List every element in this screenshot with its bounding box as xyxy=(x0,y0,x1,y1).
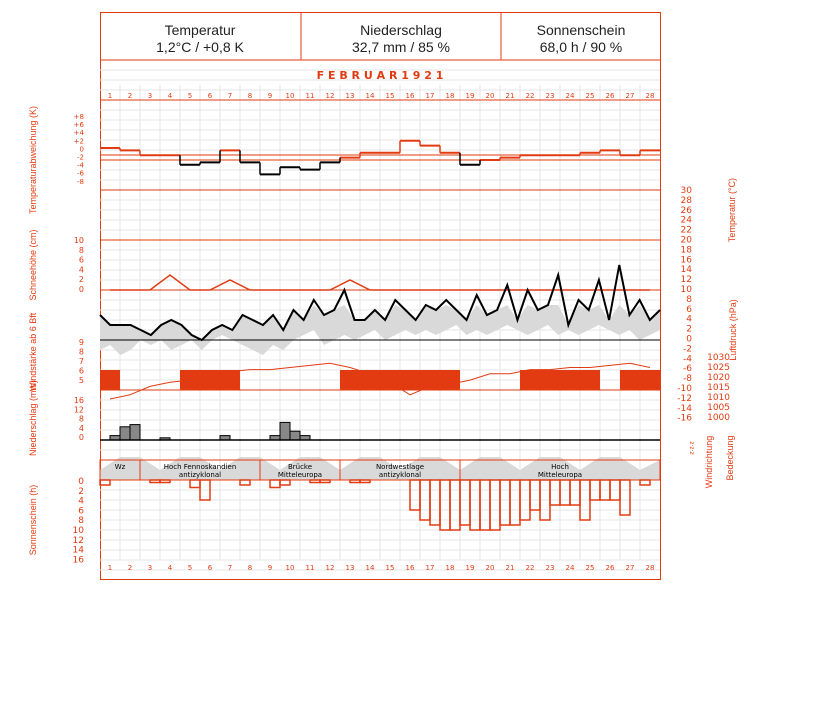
wind-bar xyxy=(180,370,200,390)
precip-axis-label: Niederschlag (mm) xyxy=(28,379,38,457)
day-label-top: 20 xyxy=(485,92,495,100)
pressure-tick: 1015 xyxy=(707,383,730,393)
sun-tick: 16 xyxy=(72,555,84,566)
temp-dev-tick: +6 xyxy=(73,121,84,130)
day-label-top: 5 xyxy=(187,92,193,100)
temp-axis-tick: -12 xyxy=(677,393,692,404)
temp-axis-tick: 24 xyxy=(680,215,692,226)
day-label-top: 1 xyxy=(107,92,113,100)
sunshine-bar xyxy=(460,480,470,525)
sunshine-bar xyxy=(350,480,360,483)
day-label-top: 3 xyxy=(147,92,153,100)
temp-dev-tick: +4 xyxy=(73,129,84,138)
day-label-bottom: 5 xyxy=(187,564,193,572)
weather-type-label: Wz xyxy=(114,463,126,471)
precipitation-value: 32,7 mm / 85 % xyxy=(351,39,451,55)
temp-axis-tick: 2 xyxy=(686,324,692,335)
temp-axis-tick: 28 xyxy=(680,195,692,206)
day-label-bottom: 1 xyxy=(107,564,113,572)
sunshine-bar xyxy=(450,480,460,530)
day-label-bottom: 23 xyxy=(545,564,555,572)
day-label-bottom: 27 xyxy=(625,564,635,572)
sunshine-bar xyxy=(560,480,570,505)
day-label-bottom: 17 xyxy=(425,564,435,572)
wind-direction-label: Windrichtung xyxy=(704,435,714,489)
sun-tick: 8 xyxy=(78,516,84,527)
temp-axis-tick: 4 xyxy=(686,314,692,325)
sunshine-bar xyxy=(510,480,520,525)
wind-bar xyxy=(580,370,600,390)
day-label-bottom: 28 xyxy=(645,564,655,572)
sunshine-bar xyxy=(500,480,510,525)
day-label-top: 13 xyxy=(345,92,355,100)
sun-tick: 12 xyxy=(72,535,84,546)
day-label-top: 12 xyxy=(325,92,335,100)
day-label-top: 11 xyxy=(305,92,315,100)
cloud-cover-label: Bedeckung xyxy=(725,435,735,481)
day-label-bottom: 6 xyxy=(207,564,213,572)
temp-axis-tick: -10 xyxy=(677,384,692,394)
day-label-top: 7 xyxy=(227,92,233,100)
temp-axis-tick: -14 xyxy=(677,403,692,414)
wind-bar xyxy=(640,370,660,390)
day-label-top: 24 xyxy=(565,92,575,100)
day-label-bottom: 3 xyxy=(147,564,153,572)
day-label-bottom: 25 xyxy=(585,564,595,572)
precip-tick: 16 xyxy=(73,396,84,405)
weather-type-label: Brücke xyxy=(287,463,313,471)
day-label-bottom: 16 xyxy=(405,564,415,572)
day-label-bottom: 21 xyxy=(505,564,515,572)
sunshine-bar xyxy=(240,480,250,485)
wind-bar xyxy=(100,370,120,390)
day-label-top: 9 xyxy=(267,92,273,100)
wind-bar xyxy=(400,370,420,390)
weather-type-label: Nordwestlage xyxy=(375,463,425,471)
wind-bar xyxy=(220,370,240,390)
pressure-tick: 1020 xyxy=(707,373,730,383)
day-label-top: 18 xyxy=(445,92,455,100)
sunshine-bar xyxy=(360,480,370,483)
pressure-tick: 1010 xyxy=(707,393,730,403)
day-label-bottom: 24 xyxy=(565,564,575,572)
sunshine-bar xyxy=(150,480,160,483)
wind-tick: 8 xyxy=(78,347,84,357)
temp-dev-axis-label: Temperaturabweichung (K) xyxy=(28,105,38,215)
day-label-top: 4 xyxy=(167,92,173,100)
temp-dev-tick: -4 xyxy=(77,161,84,170)
temp-axis-tick: 10 xyxy=(680,285,692,295)
day-label-bottom: 13 xyxy=(345,564,355,572)
precipitation-bar xyxy=(120,427,130,440)
sun-tick: 4 xyxy=(78,496,84,507)
sunshine-bar xyxy=(410,480,420,510)
day-label-top: 10 xyxy=(285,92,295,100)
temp-dev-tick: -8 xyxy=(77,177,84,186)
wind-tick: 6 xyxy=(78,366,84,376)
temp-axis-tick: -16 xyxy=(677,413,692,424)
temp-axis-label: Temperatur (°C) xyxy=(727,177,737,243)
sunshine-bar xyxy=(100,480,110,485)
day-label-top: 19 xyxy=(465,92,475,100)
sunshine-bar xyxy=(270,480,280,488)
sunshine-bar xyxy=(320,480,330,483)
sunshine-bar xyxy=(490,480,500,530)
temp-axis-tick: 6 xyxy=(686,304,692,315)
wind-bar xyxy=(620,370,640,390)
temp-axis-tick: 30 xyxy=(680,186,692,196)
day-label-bottom: 11 xyxy=(305,564,315,572)
day-label-top: 17 xyxy=(425,92,435,100)
day-label-top: 8 xyxy=(247,92,253,100)
day-label-bottom: 14 xyxy=(365,564,375,572)
day-label-bottom: 26 xyxy=(605,564,615,572)
weather-type-label: antizyklonal xyxy=(178,471,222,479)
day-label-bottom: 2 xyxy=(127,564,133,572)
sunshine-bar xyxy=(470,480,480,530)
month-title: F E B R U A R 1 9 2 1 xyxy=(316,69,444,82)
wind-bar xyxy=(560,370,580,390)
sun-tick: 0 xyxy=(78,477,84,487)
day-label-top: 16 xyxy=(405,92,415,100)
temp-axis-tick: 18 xyxy=(680,245,692,256)
precip-tick: 12 xyxy=(73,405,84,415)
sunshine-bar xyxy=(310,480,320,483)
sun-tick: 10 xyxy=(72,526,84,536)
sunshine-bar xyxy=(570,480,580,505)
day-label-bottom: 22 xyxy=(525,564,535,572)
wind-bar xyxy=(380,370,400,390)
pressure-tick: 1025 xyxy=(707,363,730,373)
precip-tick: 4 xyxy=(78,423,84,433)
wind-bar xyxy=(340,370,360,390)
sunshine-value: 68,0 h / 90 % xyxy=(539,39,623,55)
pressure-tick: 1030 xyxy=(707,353,730,363)
sun-tick: 2 xyxy=(78,486,84,497)
sunshine-bar xyxy=(530,480,540,510)
wind-bar xyxy=(420,370,440,390)
day-label-top: 6 xyxy=(207,92,213,100)
sunshine-bar xyxy=(190,480,200,488)
wind-axis-label: Windstärke ab 6 Bft xyxy=(28,312,38,392)
temp-axis-tick: -8 xyxy=(683,374,692,385)
temp-axis-tick: 26 xyxy=(680,205,692,216)
weather-type-label: antizyklonal xyxy=(378,471,422,479)
weather-type-label: Mitteleuropa xyxy=(277,471,323,479)
snow-tick: 10 xyxy=(73,236,84,245)
temp-dev-tick: 0 xyxy=(79,145,84,154)
precipitation-bar xyxy=(130,425,140,440)
weather-type-label: Mitteleuropa xyxy=(537,471,583,479)
pressure-axis-label: Luftdruck (hPa) xyxy=(728,299,738,361)
sunshine-bar xyxy=(160,480,170,483)
day-label-bottom: 18 xyxy=(445,564,455,572)
precip-tick: 8 xyxy=(78,414,84,424)
wind-tick: 5 xyxy=(78,376,84,385)
pressure-tick: 1000 xyxy=(707,413,730,423)
temp-dev-tick: +8 xyxy=(73,113,84,121)
day-label-bottom: 19 xyxy=(465,564,475,572)
temp-dev-tick: +2 xyxy=(73,137,84,146)
day-label-top: 22 xyxy=(525,92,535,100)
day-label-top: 27 xyxy=(625,92,635,100)
snow-axis-label: Schneehöhe (cm) xyxy=(28,229,38,301)
sunshine-bar xyxy=(640,480,650,485)
snow-tick: 8 xyxy=(78,245,84,255)
temperature-value: 1,2°C / +0,8 K xyxy=(156,39,244,55)
day-label-top: 23 xyxy=(545,92,555,100)
sun-tick: 14 xyxy=(72,545,84,556)
wind-direction-marks: z·z·z xyxy=(688,441,695,455)
day-label-top: 2 xyxy=(127,92,133,100)
snow-tick: 0 xyxy=(78,285,84,294)
day-label-top: 28 xyxy=(645,92,655,100)
wind-bar xyxy=(360,370,380,390)
day-label-bottom: 15 xyxy=(385,564,395,572)
temp-axis-tick: 0 xyxy=(686,334,692,345)
day-label-bottom: 20 xyxy=(485,564,495,572)
temp-axis-tick: 8 xyxy=(686,294,692,305)
snow-tick: 6 xyxy=(78,255,84,265)
day-label-bottom: 7 xyxy=(227,564,233,572)
wind-bar xyxy=(520,370,540,390)
temp-axis-tick: -2 xyxy=(683,344,692,355)
snow-tick: 2 xyxy=(78,275,84,285)
wind-tick: 9 xyxy=(78,338,84,347)
temp-axis-tick: 20 xyxy=(680,235,692,246)
day-label-bottom: 4 xyxy=(167,564,173,572)
wind-bar xyxy=(200,370,220,390)
wind-bar xyxy=(540,370,560,390)
weather-type-label: Hoch xyxy=(551,463,569,471)
precipitation-title: Niederschlag xyxy=(360,22,442,38)
sunshine-bar xyxy=(430,480,440,525)
temp-axis-tick: -4 xyxy=(683,354,692,365)
temperature-title: Temperatur xyxy=(164,22,236,38)
day-label-bottom: 9 xyxy=(267,564,273,572)
sunshine-bar xyxy=(550,480,560,505)
temp-axis-tick: 14 xyxy=(680,265,692,276)
sunshine-bar xyxy=(480,480,490,530)
day-label-bottom: 8 xyxy=(247,564,253,572)
temp-axis-tick: 12 xyxy=(680,275,692,286)
temp-dev-tick: -2 xyxy=(77,153,84,162)
precip-tick: 0 xyxy=(78,433,84,443)
day-label-top: 26 xyxy=(605,92,615,100)
wind-bar xyxy=(440,370,460,390)
day-label-top: 14 xyxy=(365,92,375,100)
day-label-top: 21 xyxy=(505,92,515,100)
precipitation-bar xyxy=(280,422,290,440)
day-label-top: 25 xyxy=(585,92,595,100)
sun-axis-label: Sonnenschein (h) xyxy=(28,484,38,556)
day-label-top: 15 xyxy=(385,92,395,100)
snow-tick: 4 xyxy=(78,265,84,275)
temp-dev-tick: -6 xyxy=(77,169,84,178)
weather-type-label: Hoch Fennoskandien xyxy=(163,463,237,471)
precipitation-bar xyxy=(290,431,300,440)
temp-axis-tick: 22 xyxy=(680,225,692,236)
wind-tick: 7 xyxy=(78,357,84,366)
pressure-tick: 1005 xyxy=(707,403,730,413)
day-label-bottom: 10 xyxy=(285,564,295,572)
day-label-bottom: 12 xyxy=(325,564,335,572)
temp-axis-tick: -6 xyxy=(683,364,692,375)
sun-tick: 6 xyxy=(78,506,84,517)
sunshine-bar xyxy=(280,480,290,485)
temp-axis-tick: 16 xyxy=(680,255,692,266)
sunshine-title: Sonnenschein xyxy=(536,22,626,38)
sunshine-bar xyxy=(440,480,450,530)
